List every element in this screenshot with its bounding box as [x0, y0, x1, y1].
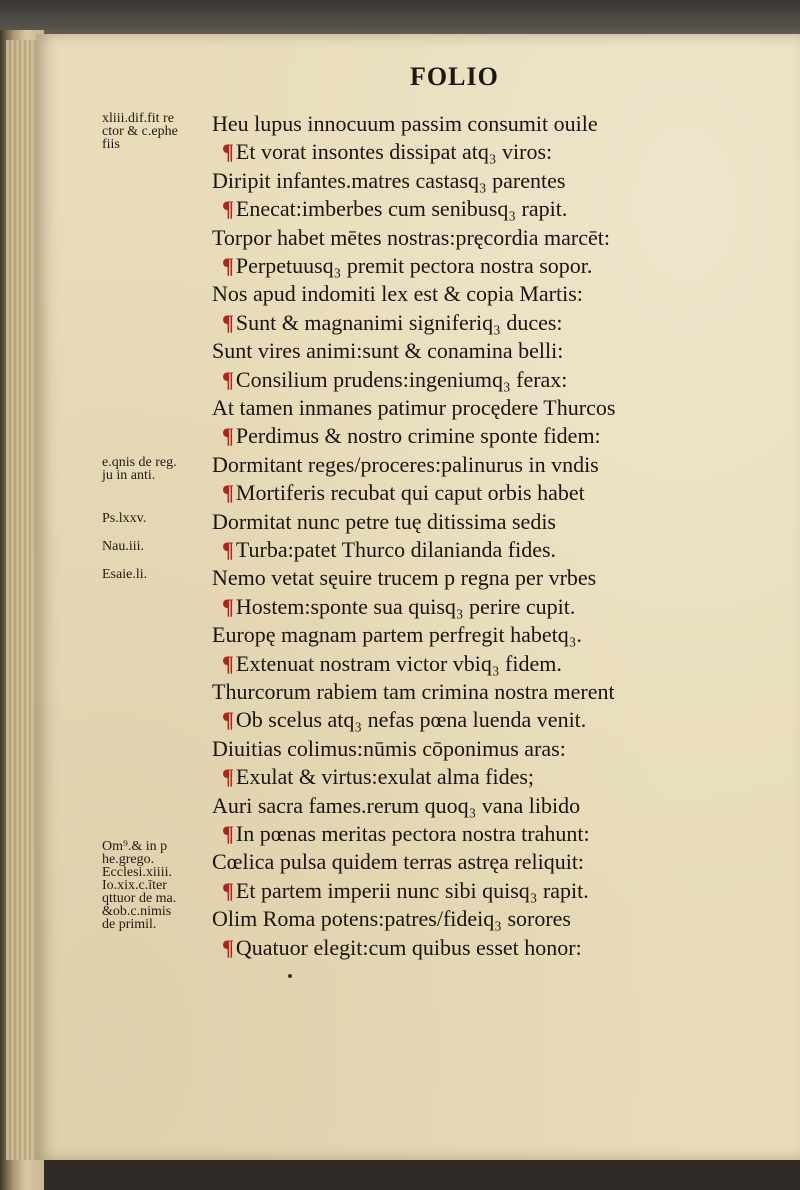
- verse-text: Et partem imperii nunc sibi quisq₃ rapit.: [235, 877, 589, 903]
- verse-text: Sunt vires animi:sunt & conamina belli:: [212, 338, 564, 364]
- margin-note: Esaie.li.: [102, 567, 148, 582]
- margin-note: e.qnis de reg. ju in anti.: [102, 455, 177, 483]
- verse-text: Enecat:imberbes cum senibusq₃ rapit.: [235, 196, 568, 222]
- verse-text: Dormitant reges/proceres:palinurus in vndis: [212, 451, 599, 477]
- pilcrow-icon: ¶: [222, 764, 234, 790]
- verse-text: Nemo vetat sęuire trucem p regna per vrbes: [212, 565, 597, 591]
- verse-text: Perdimus & nostro crimine sponte fidem:: [235, 423, 601, 449]
- pilcrow-icon: ¶: [222, 821, 234, 846]
- verse-line: [222, 366, 567, 394]
- verse-line: [212, 167, 565, 195]
- margin-note: xliii.dif.fit re ctor & c.ephe fiis: [102, 111, 178, 152]
- verse-text: Hostem:sponte sua quisq₃ perire cupit.: [235, 593, 576, 619]
- ink-speck: [288, 974, 292, 978]
- margin-note: Ps.lxxv.: [102, 511, 147, 526]
- verse-line: [212, 848, 584, 876]
- verse-line: [222, 650, 562, 678]
- verse-text: Perpetuusq₃ premit pectora nostra sopor.: [235, 253, 593, 278]
- pilcrow-icon: ¶: [222, 934, 234, 960]
- verse-line: [212, 451, 599, 479]
- verse-text: Quatuor elegit:cum quibus esset honor:: [235, 934, 582, 960]
- pilcrow-icon: ¶: [222, 423, 234, 449]
- pilcrow-icon: ¶: [222, 877, 234, 903]
- pilcrow-icon: ¶: [222, 480, 234, 506]
- verse-line: [222, 422, 601, 450]
- verse-text: Exulat & virtus:exulat alma fides;: [235, 764, 535, 790]
- verse-text: Heu lupus innocuum passim consumit ouile: [212, 111, 598, 136]
- verse-line: [222, 820, 590, 848]
- verse-text: Olim Roma potens:patres/fideiq₃ sorores: [212, 906, 571, 932]
- pilcrow-icon: ¶: [222, 309, 234, 335]
- verse-text: Dormitat nunc petre tuę ditissima sedis: [212, 508, 556, 534]
- folio-header: FOLIO: [410, 62, 499, 91]
- verse-text: Diripit infantes.matres castasq₃ parentes: [212, 167, 566, 193]
- verse-line: [212, 280, 583, 308]
- verse-text: Et vorat insontes dissipat atq₃ viros:: [235, 139, 553, 165]
- pilcrow-icon: ¶: [222, 593, 234, 619]
- verse-line: [222, 536, 556, 564]
- verse-line: [212, 905, 571, 933]
- verse-line: [212, 735, 566, 763]
- verse-line: [222, 309, 563, 337]
- book-page: [36, 34, 800, 1160]
- pilcrow-icon: ¶: [222, 366, 234, 392]
- verse-text: Auri sacra fames.rerum quoq₃ vana libido: [212, 792, 581, 818]
- verse-line: [222, 195, 567, 223]
- verse-line: [222, 934, 582, 962]
- verse-text: Cœlica pulsa quidem terras astręa reliquit:: [212, 849, 585, 875]
- verse-line: [212, 337, 563, 365]
- pilcrow-icon: ¶: [222, 139, 234, 165]
- verse-text: Diuitias colimus:nūmis cōponimus aras:: [212, 735, 566, 761]
- verse-line: [212, 394, 615, 422]
- verse-text: Mortiferis recubat qui caput orbis habet: [235, 480, 585, 506]
- verse-line: [212, 224, 610, 252]
- verse-text: Extenuat nostram victor vbiq₃ fidem.: [235, 650, 562, 676]
- verse-text: Turba:patet Thurco dilanianda fides.: [235, 537, 557, 562]
- verse-line: [212, 110, 598, 138]
- verse-text: Nos apud indomiti lex est & copia Martis:: [212, 281, 583, 307]
- verse-text: Sunt & magnanimi signiferiq₃ duces:: [235, 309, 563, 335]
- verse-text: Europę magnam partem perfregit habetq₃.: [212, 622, 582, 648]
- pilcrow-icon: ¶: [222, 537, 234, 562]
- verse-line: [222, 763, 534, 791]
- verse-text: At tamen inmanes patimur procędere Thurcos: [212, 395, 616, 420]
- verse-text: Torpor habet mētes nostras:pręcordia marcēt:: [212, 224, 610, 250]
- verse-line: [212, 678, 615, 706]
- pilcrow-icon: ¶: [222, 253, 234, 278]
- pilcrow-icon: ¶: [222, 707, 234, 733]
- verse-line: [222, 138, 552, 166]
- verse-line: [222, 593, 575, 621]
- verse-text: Ob scelus atq₃ nefas pœna luenda venit.: [235, 707, 587, 733]
- verse-line: [222, 706, 586, 734]
- pilcrow-icon: ¶: [222, 196, 234, 222]
- verse-text: In pœnas meritas pectora nostra trahunt:: [235, 821, 590, 846]
- verse-line: [222, 877, 589, 905]
- verse-text: Consilium prudens:ingeniumq₃ ferax:: [235, 366, 568, 392]
- verse-line: [212, 621, 582, 649]
- verse-line: [212, 792, 580, 820]
- verse-line: [212, 508, 556, 536]
- verse-line: [222, 252, 592, 280]
- verse-text: Thurcorum rabiem tam crimina nostra merent: [212, 679, 615, 704]
- margin-note: Nau.iii.: [102, 539, 144, 554]
- margin-note: Om⁹.& in p he.grego. Ecclesi.xiiii. Io.xix.c.īter qttuor de ma. &ob.c.nimis de primil.: [102, 839, 177, 932]
- verse-line: [212, 564, 596, 592]
- pilcrow-icon: ¶: [222, 650, 234, 676]
- verse-line: [222, 479, 585, 507]
